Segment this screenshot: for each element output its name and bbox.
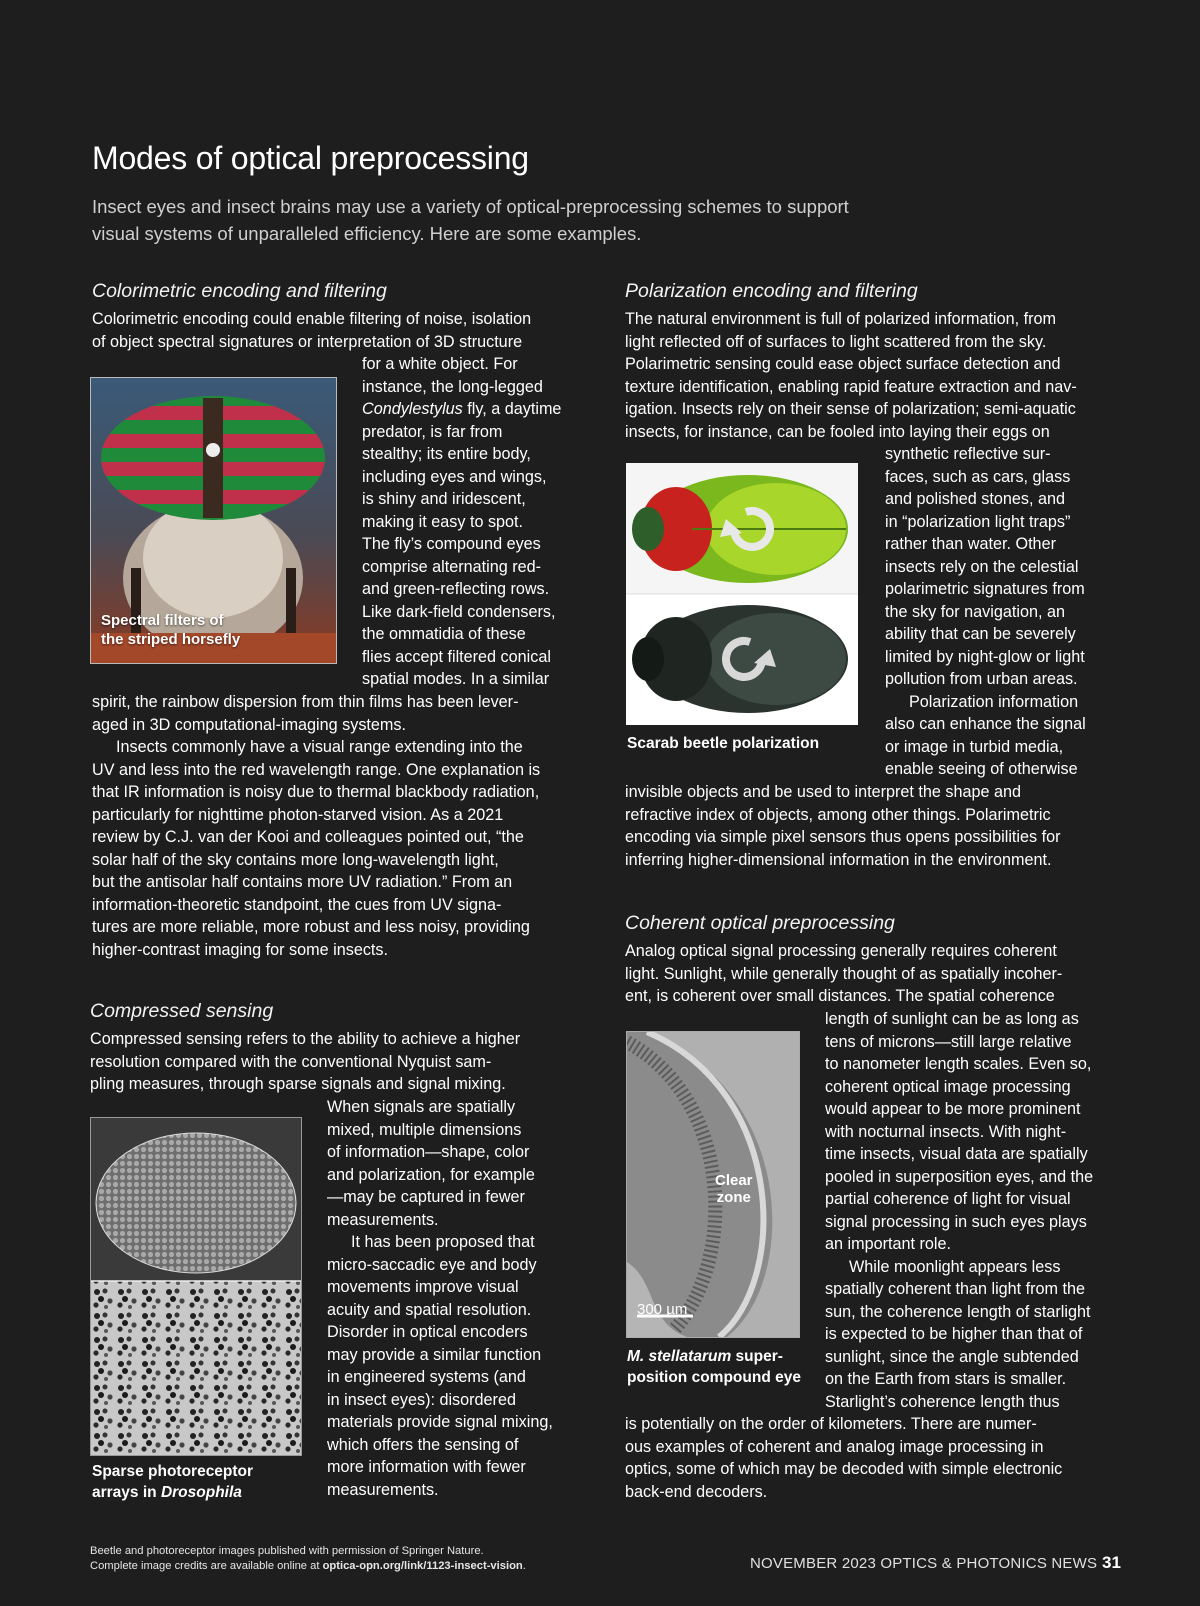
species-name: Condylestylus	[362, 400, 463, 418]
caption-line: position compound eye	[627, 1369, 801, 1386]
text-line: igation. Insects rely on their sense of polarization; semi-aquatic	[625, 400, 1076, 418]
text-line: partial coherence of light for visual	[825, 1190, 1071, 1208]
credit-line	[90, 1559, 526, 1574]
text-line: back-end decoders.	[625, 1482, 768, 1501]
caption-fragment: super-	[731, 1348, 783, 1365]
text-line: is potentially on the order of kilometers. There are numer-	[625, 1415, 1037, 1433]
text-line: acuity and spatial resolution.	[327, 1300, 532, 1319]
text-line: Like dark-field condensers,	[362, 602, 556, 621]
text-line: is shiny and iridescent,	[362, 490, 526, 508]
compressed-intro	[90, 1028, 590, 1096]
text-line: UV and less into the red wavelength range. One explanation is	[92, 760, 541, 779]
text-line: would appear to be more prominent	[825, 1100, 1081, 1118]
text-line: measurements.	[327, 1210, 439, 1229]
scarab-caption: Scarab beetle polarization	[627, 735, 820, 752]
scarab-image	[626, 463, 858, 725]
credit-fragment: .	[522, 1559, 526, 1572]
text-line: of object spectral signatures or interpretation of 3D structure	[92, 332, 523, 351]
text-line: inferring higher-dimensional information in the environment.	[625, 850, 1052, 869]
caption-line	[627, 1346, 801, 1367]
text-line: limited by night-glow or light	[885, 647, 1085, 666]
text-line: enable seeing of otherwise	[885, 760, 1078, 778]
text-line: Colorimetric encoding could enable filtering of noise, isolation	[92, 310, 532, 328]
text-line: flies accept filtered conical	[362, 647, 551, 666]
page-number: 31	[1102, 1553, 1121, 1572]
text-line: in engineered systems (and	[327, 1368, 526, 1386]
text-line: optics, some of which may be decoded with simple electronic	[625, 1460, 1063, 1478]
label-line: zone	[716, 1189, 751, 1206]
colorimetric-continuation	[92, 691, 592, 961]
text-line: tures are more reliable, more robust and less noisy, providing	[92, 918, 530, 936]
scarab-figure	[626, 463, 858, 725]
text-line: including eyes and wings,	[362, 467, 547, 486]
text-line: refractive index of objects, among other things. Polarimetric	[625, 805, 1051, 824]
text-line: ability that can be severely	[885, 625, 1076, 643]
text-line: faces, such as cars, glass	[885, 467, 1071, 486]
text-line: instance, the long-legged	[362, 377, 543, 396]
image-credits	[90, 1544, 526, 1573]
caption-line	[92, 1482, 253, 1503]
text-line: movements improve visual	[327, 1278, 519, 1296]
horsefly-caption	[101, 611, 240, 649]
text-line: and green-reflecting rows.	[362, 580, 550, 598]
coherent-intro	[625, 940, 1125, 1008]
text-line: sunlight, since the angle subtended	[825, 1347, 1079, 1366]
text-line: predator, is far from	[362, 422, 503, 441]
text-line: pooled in superposition eyes, and the	[825, 1167, 1094, 1186]
page-title: Modes of optical preprocessing	[92, 140, 529, 176]
caption-line: Spectral filters of	[101, 612, 224, 629]
text-line: higher-contrast imaging for some insects.	[92, 940, 388, 959]
text-fragment: fly, a daytime	[462, 400, 562, 418]
caption-line: the striped horsefly	[101, 631, 241, 648]
text-line: sun, the coherence length of starlight	[825, 1302, 1091, 1321]
text-line: pollution from urban areas.	[885, 670, 1078, 688]
text-line: more information with fewer	[327, 1458, 526, 1476]
text-line: tens of microns—still large relative	[825, 1032, 1072, 1051]
text-line: coherent optical image processing	[825, 1077, 1071, 1096]
credit-line: Beetle and photoreceptor images published with permission of Springer Nature.	[90, 1545, 484, 1557]
text-line: and polarization, for example	[327, 1165, 535, 1184]
label-line: Clear	[715, 1172, 753, 1189]
text-line: Starlight’s coherence length thus	[825, 1392, 1060, 1411]
text-line: for a white object. For	[362, 355, 518, 373]
text-line: aged in 3D computational-imaging systems.	[92, 715, 407, 734]
colorimetric-intro	[92, 308, 582, 353]
text-line: micro-saccadic eye and body	[327, 1255, 537, 1274]
polarization-intro	[625, 308, 1125, 443]
text-line: light reflected off of surfaces to light scattered from the sky.	[625, 332, 1047, 351]
text-line: polarimetric signatures from	[885, 580, 1085, 598]
text-line: also can enhance the signal	[885, 715, 1086, 733]
text-line: comprise alternating red-	[362, 557, 542, 576]
polarization-continuation	[625, 781, 1125, 871]
species-name: M. stellatarum	[627, 1348, 732, 1365]
text-line: The fly’s compound eyes	[362, 535, 541, 553]
text-line: It has been proposed that	[351, 1233, 535, 1251]
issue-line: NOVEMBER 2023 OPTICS & PHOTONICS NEWS	[750, 1555, 1098, 1572]
text-line: pling measures, through sparse signals and signal mixing.	[90, 1075, 506, 1093]
compressed-side-text	[327, 1096, 597, 1501]
text-line: When signals are spatially	[327, 1098, 516, 1116]
text-line: While moonlight appears less	[849, 1257, 1061, 1276]
intro-text: Insect eyes and insect brains may use a variety of optical-preprocessing schemes to support visual systems of unparalleled efficiency. Here are some examples.	[92, 196, 849, 244]
text-line: ous examples of coherent and analog image processing in	[625, 1437, 1044, 1456]
text-line: review by C.J. van der Kooi and colleagues pointed out, “the	[92, 828, 524, 846]
text-line: spirit, the rainbow dispersion from thin films has been lever-	[92, 693, 519, 711]
text-line: spatial modes. In a similar	[362, 670, 550, 688]
text-line: Insects commonly have a visual range extending into the	[116, 738, 523, 756]
text-line: the sky for navigation, an	[885, 602, 1065, 621]
stellatarum-image	[627, 1032, 799, 1337]
text-line: The natural environment is full of polarized information, from	[625, 310, 1056, 328]
text-line: invisible objects and be used to interpret the shape and	[625, 783, 1021, 801]
text-line: synthetic reflective sur-	[885, 445, 1051, 463]
coherent-heading: Coherent optical preprocessing	[625, 912, 895, 934]
text-line: and polished stones, and	[885, 490, 1065, 508]
text-line: which offers the sensing of	[327, 1435, 519, 1454]
polarization-side-text	[885, 443, 1125, 781]
text-line: the ommatidia of these	[362, 625, 526, 643]
coherent-continuation	[625, 1413, 1125, 1503]
caption-line: Sparse photoreceptor	[92, 1463, 254, 1480]
text-line: in “polarization light traps”	[885, 512, 1071, 531]
text-line: may provide a similar function	[327, 1345, 542, 1364]
text-line: time insects, visual data are spatially	[825, 1145, 1088, 1163]
text-line: measurements.	[327, 1480, 439, 1499]
text-line: Polarimetric sensing could ease object surface detection and	[625, 355, 1061, 373]
text-line: Disorder in optical encoders	[327, 1323, 528, 1341]
text-line: or image in turbid media,	[885, 737, 1064, 756]
text-line: solar half of the sky contains more long-wavelength light,	[92, 850, 499, 869]
text-line: Compressed sensing refers to the ability to achieve a higher	[90, 1030, 521, 1048]
text-line: information-theoretic standpoint, the cues from UV signa-	[92, 895, 502, 914]
text-line: texture identification, enabling rapid feature extraction and nav-	[625, 377, 1077, 396]
text-line	[362, 398, 592, 421]
credit-link[interactable]: optica-opn.org/link/1123-insect-vision	[322, 1559, 523, 1572]
text-line: insects, for instance, can be fooled into laying their eggs on	[625, 422, 1050, 441]
stellatarum-figure	[626, 1031, 800, 1338]
compressed-heading: Compressed sensing	[90, 1000, 274, 1022]
stellatarum-caption	[627, 1346, 801, 1388]
text-line: in insect eyes): disordered	[327, 1390, 516, 1409]
text-line: particularly for nighttime photon-starved vision. As a 2021	[92, 805, 504, 824]
text-line: length of sunlight can be as long as	[825, 1010, 1079, 1028]
text-line: making it easy to spot.	[362, 512, 524, 531]
text-line: encoding via simple pixel sensors thus opens possibilities for	[625, 828, 1061, 846]
caption-fragment: arrays in	[92, 1484, 161, 1501]
text-line: resolution compared with the conventional Nyquist sam-	[90, 1052, 492, 1071]
horsefly-figure	[90, 377, 337, 664]
text-line: Polarization information	[909, 692, 1079, 711]
coherent-side-text	[825, 1008, 1125, 1413]
text-line: insects rely on the celestial	[885, 557, 1079, 576]
text-line: an important role.	[825, 1235, 951, 1253]
text-line: spatially coherent than light from the	[825, 1280, 1086, 1298]
text-line: signal processing in such eyes plays	[825, 1212, 1087, 1231]
text-line: mixed, multiple dimensions	[327, 1120, 522, 1139]
clear-zone-label	[715, 1172, 753, 1206]
text-line: ent, is coherent over small distances. The spatial coherence	[625, 987, 1055, 1005]
text-line: to nanometer length scales. Even so,	[825, 1055, 1092, 1073]
text-line: Analog optical signal processing generally requires coherent	[625, 942, 1057, 960]
text-line: with nocturnal insects. With night-	[825, 1122, 1067, 1141]
text-line: rather than water. Other	[885, 535, 1056, 553]
credit-fragment: Complete image credits are available online at	[90, 1559, 323, 1572]
text-line: but the antisolar half contains more UV radiation.” From an	[92, 873, 513, 891]
scale-bar-label: 300 µm	[637, 1301, 688, 1318]
drosophila-figure	[90, 1117, 302, 1456]
drosophila-image	[91, 1118, 301, 1455]
text-line: that IR information is noisy due to thermal blackbody radiation,	[92, 783, 540, 801]
species-name: Drosophila	[160, 1484, 242, 1501]
polarization-heading: Polarization encoding and filtering	[625, 280, 918, 302]
colorimetric-heading: Colorimetric encoding and filtering	[92, 280, 387, 302]
text-line: —may be captured in fewer	[327, 1188, 525, 1206]
text-line: light. Sunlight, while generally thought of as spatially incoher-	[625, 964, 1063, 983]
text-line: on the Earth from stars is smaller.	[825, 1370, 1067, 1388]
text-line: of information—shape, color	[327, 1143, 530, 1161]
text-line: is expected to be higher than that of	[825, 1325, 1083, 1343]
text-line: materials provide signal mixing,	[327, 1413, 553, 1431]
colorimetric-side-text	[362, 353, 592, 691]
text-line: stealthy; its entire body,	[362, 445, 531, 463]
drosophila-caption	[92, 1461, 253, 1503]
